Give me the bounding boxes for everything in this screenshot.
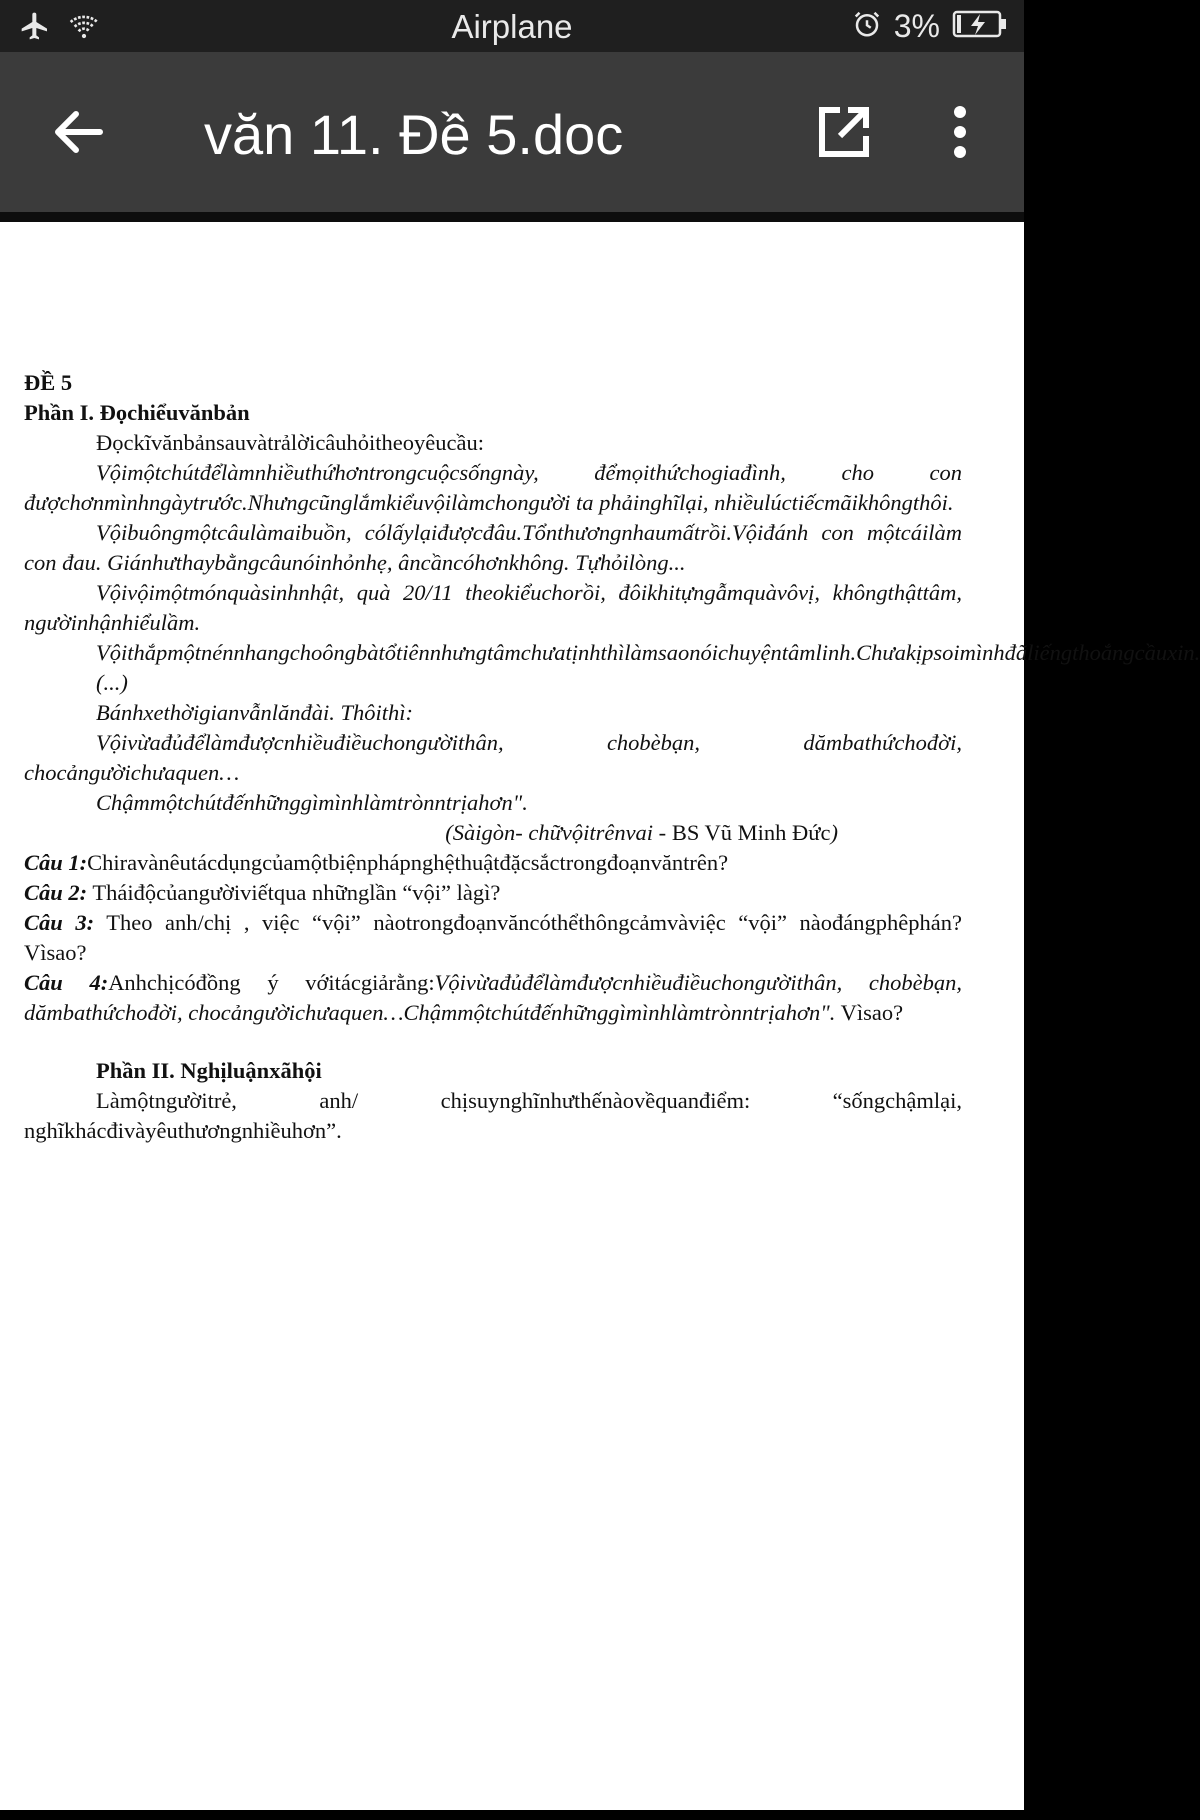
ellipsis: (...) xyxy=(96,670,128,695)
paragraph-6: Vộivừađủđểlàmđượcnhiềuđiềuchongườithân, chobèbạn, dămbathứchođời, chocảngườichưaquen… xyxy=(24,730,962,785)
battery-percent: 3% xyxy=(893,8,940,44)
status-bar xyxy=(0,0,1024,52)
paragraph-1: Vộimộtchútđểlàmnhiềuthứhơntrongcuộcsốngnày, đểmọithứchogiađình, cho con đượchơnmìnhngàytrước.Nhưngcũnglắmkiểuvộilàmchongười ta phảinghĩlại, nhiềulúctiếcmãikhôngthôi. xyxy=(24,460,962,515)
paragraph-4: Vộithắpmộtnénnhangchoôngbàtổtiênnhưngtâmchưatịnhthìlàmsaonóichuyệntâmlinh.Chưakịpsoimìnhđãliếngthoắngcầuxin. xyxy=(96,640,1200,665)
battery-charging-icon xyxy=(952,9,1008,44)
paragraph-2: Vộibuôngmộtcâulàmaibuồn, cólấylạiđượcđâu.Tổnthươngnhaumấtrồi.Vộiđánh con mộtcáilàm con đau. Giánhưthaybằngcâunóinhỏnhẹ, âncầncóhơnkhông. Tựhỏilòng... xyxy=(24,520,962,575)
source-citation: (Sàigòn- chữvộitrênvai - BS Vũ Minh Đức) xyxy=(445,820,838,845)
document-viewer[interactable] xyxy=(0,222,1200,1810)
more-vert-icon[interactable] xyxy=(940,100,980,164)
document-content xyxy=(24,368,1200,1146)
paragraph-5: Bánhxethờigianvẫnlănđài. Thôithì: xyxy=(96,700,413,725)
question-4: Câu 4:Anhchịcóđồng ý vớitácgiảrằng:Vộivừađủđểlàmđượcnhiềuđiềuchongườithân, chobèbạn, dămbathứchođời, chocảngườichưaquen…Chậmmộtchútđếnhữnggìmìnhlàmtrònntrịahơn". Vìsao? xyxy=(24,970,962,1025)
app-bar-divider xyxy=(0,212,1024,222)
status-mode-label: Airplane xyxy=(451,8,573,45)
part2-title: Phần II. Nghịluậnxãhội xyxy=(96,1058,322,1083)
doc-heading: ĐỀ 5 xyxy=(24,370,73,395)
paragraph-7: Chậmmộtchútđếnhữnggìmìnhlàmtrònntrịahơn". xyxy=(96,790,528,815)
part1-title: Phần I. Đọchiểuvănbản xyxy=(24,400,250,425)
back-arrow-icon[interactable] xyxy=(46,104,110,160)
question-1: Câu 1:Chiravànêutácdụngcủamộtbiệnphápnghệthuậtđặcsắctrongđoạnvăntrên? xyxy=(24,850,729,875)
question-3: Câu 3: Theo anh/chị , việc “vội” nàotrongđoạnvăncóthểthôngcảmvàviệc “vội” nàođángphêphán? Vìsao? xyxy=(24,910,962,965)
document-title: văn 11. Đề 5.doc xyxy=(204,103,624,166)
status-right xyxy=(852,8,1008,45)
paragraph-3: Vộivộimộtmónquàsinhnhật, quà 20/11 theokiểuchorồi, đôikhitựngẫmquàvôvị, khôngthậttâm, ngườinhậnhiểulầm. xyxy=(24,580,962,635)
alarm-icon xyxy=(852,9,882,44)
instruction: Đọckĩvănbảnsauvàtrảlờicâuhỏitheoyêucầu: xyxy=(96,430,484,455)
bottom-edge xyxy=(0,1810,1024,1820)
spacer xyxy=(24,1028,962,1056)
part2-text: Làmộtngườitrẻ, anh/ chịsuynghĩnhưthếnàovềquanđiểm: “sốngchậmlại, nghĩkhácđivàyêuthươngnhiềuhơn”. xyxy=(24,1088,962,1143)
open-external-icon[interactable] xyxy=(812,100,876,164)
question-2: Câu 2: Tháiđộcủangườiviếtqua nhữnglần “vội” làgì? xyxy=(24,880,501,905)
app-bar xyxy=(0,52,1024,212)
